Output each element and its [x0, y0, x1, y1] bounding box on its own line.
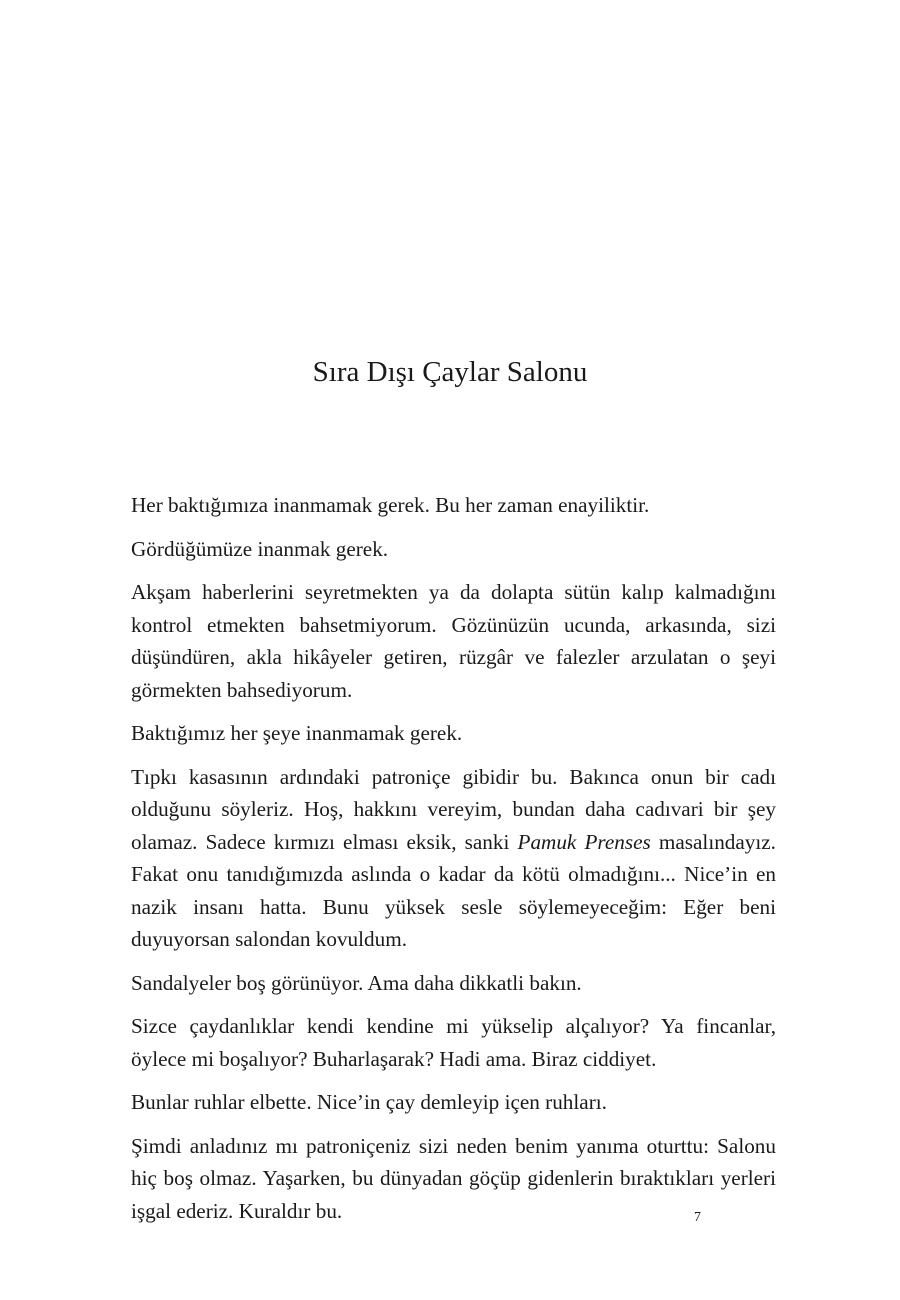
paragraph [131, 1086, 776, 1119]
paragraph-text: Baktığımız her şeye inanmamak gerek. [131, 721, 463, 745]
paragraph-text: Tıpkı kasasının ardındaki patroniçe gibidir bu. Bakınca onun bir cadı olduğunu söyleriz. Hoş, hakkını vereyim, bundan daha cadıvari bir şey olamaz. Sadece kırmızı elması eksik, sanki [131, 764, 776, 854]
paragraph-text: Sizce çaydanlıklar kendi kendine mi yükselip alçalıyor? Ya fincanlar, öylece mi boşalıyor? Buharlaşarak? Hadi ama. Biraz ciddiyet. [131, 1014, 776, 1071]
paragraph-text: Her baktığımıza inanmamak gerek. Bu her zaman enayiliktir. [131, 493, 650, 517]
paragraph [131, 533, 776, 566]
paragraph [131, 967, 776, 1000]
chapter-title: Sıra Dışı Çaylar Salonu [312, 356, 588, 388]
paragraph-text: Sandalyeler boş görünüyor. Ama daha dikkatli bakın. [131, 970, 582, 995]
body-text [131, 489, 776, 1238]
italic-title: Pamuk Prenses [517, 829, 651, 854]
paragraph [131, 1010, 776, 1075]
paragraph [131, 489, 776, 522]
paragraph-text: Gördüğümüze inanmak gerek. [131, 536, 389, 561]
paragraph-text: masalındayız. Fakat onu tanıdığımızda aslında o kadar da kötü olmadığını... Nice’in en nazik insanı hatta. Bunu yüksek sesle söylemeyeceğim: Eğer beni duyuyorsan salondan kovuldum. [131, 829, 776, 951]
paragraph-text: Şimdi anladınız mı patroniçeniz sizi neden benim yanıma oturttu: Salonu hiç boş olmaz. Yaşarken, bu dünyadan göçüp gidenlerin bıraktıkları yerleri işgal ederiz. Kuraldır bu. [131, 1133, 776, 1223]
page-number: 7 [694, 1210, 701, 1225]
paragraph-text: Bunlar ruhlar elbette. Nice’in çay demleyip içen ruhları. [131, 1090, 607, 1114]
paragraph [131, 1130, 776, 1228]
paragraph [131, 576, 776, 706]
paragraph-text: Akşam haberlerini seyretmekten ya da dolapta sütün kalıp kalmadığını kontrol etmekten bahsetmiyorum. Gözünüzün ucunda, arkasında, sizi düşündüren, akla hikâyeler getiren, rüzgâr ve falezler arzulatan o şeyi görmekten bahsediyorum. [131, 580, 776, 702]
paragraph [131, 761, 776, 956]
paragraph [131, 717, 776, 750]
